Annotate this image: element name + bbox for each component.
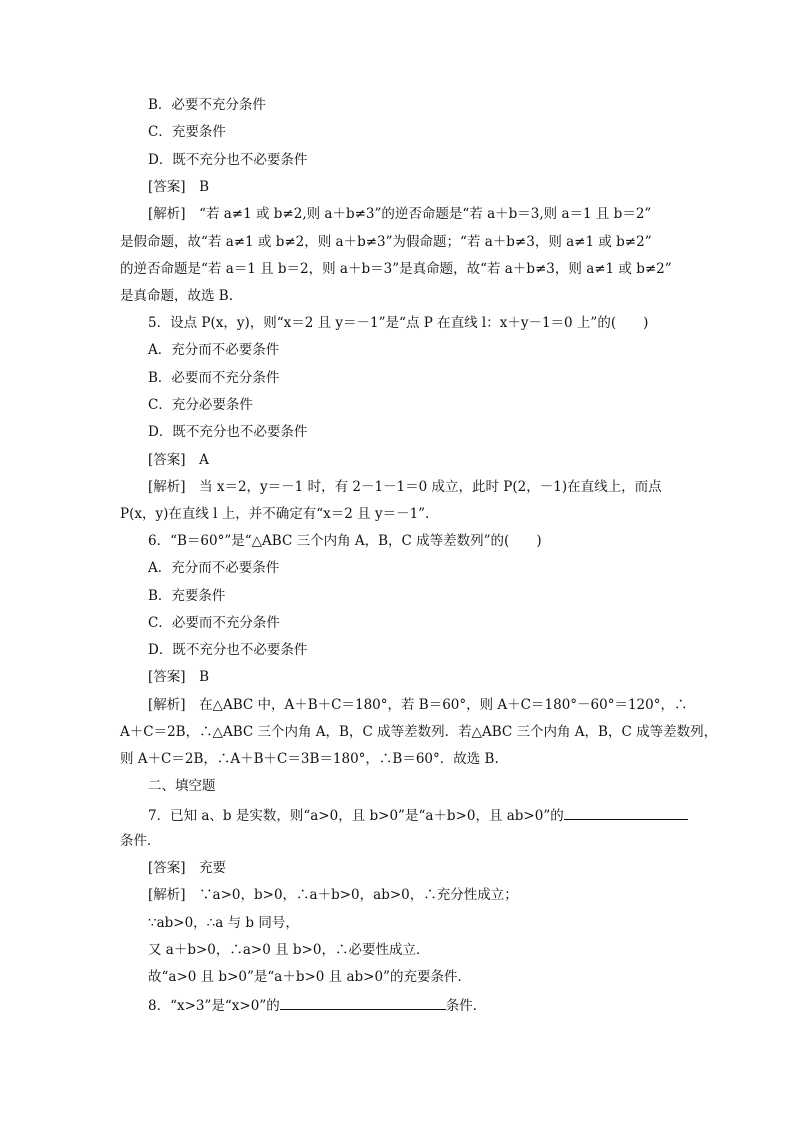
answer-line (148, 451, 708, 469)
question-7-cont: 条件． (120, 833, 161, 849)
option-line: C．充分必要条件 (148, 397, 253, 413)
analysis-line: 的逆否命题是“若 a＝1 且 b＝2，则 a＋b＝3”是真命题，故“若 a＋b≠3，则 a≠1 或 b≠2” (120, 261, 672, 277)
analysis-line: A＋C＝2B，∴△ABC 三个内角 A，B，C 成等差数列．若△ABC 三个内角 A，B，C 成等差数列， (120, 724, 718, 740)
option-line: A．充分而不必要条件 (148, 560, 280, 576)
answer-value: 充要 (199, 860, 227, 876)
analysis-label: [ 解析 ] (148, 478, 186, 496)
option-line: C．充要条件 (148, 124, 226, 140)
question-5: 5．设点 P(x，y)，则“x＝2 且 y＝－1”是“点 P 在直线 l：x＋y－1＝0 上”的( ) (148, 315, 649, 331)
analysis-line: [ 解析 ] 在△ABC 中，A＋B＋C＝180°，若 B＝60°，则 A＋C＝180°－60°＝120°，∴ (148, 696, 708, 714)
question-7: 7．已知 a、b 是实数，则“a>0，且 b>0”是“a＋b>0，且 ab>0”的 (148, 805, 708, 825)
analysis-line: P(x，y)在直线 l 上，并不确定有“x＝2 且 y＝－1”. (120, 506, 430, 522)
option-line: D．既不充分也不必要条件 (148, 152, 308, 168)
analysis-line: [ 解析 ] ∵a>0，b>0，∴a＋b>0，ab>0，∴充分性成立； (148, 886, 708, 904)
option-line: B．必要而不充分条件 (148, 370, 280, 386)
section-heading: 二、填空题 (148, 778, 216, 794)
option-line: B．必要不充分条件 (148, 97, 266, 113)
option-line: A．充分而不必要条件 (148, 342, 280, 358)
analysis-line: ∵ab>0，∴a 与 b 同号， (148, 915, 299, 931)
analysis-line: 则 A＋C＝2B，∴A＋B＋C＝3B＝180°，∴B＝60°．故选 B. (120, 751, 499, 767)
analysis-line: [ 解析 ] 当 x＝2，y＝－1 时，有 2－1－1＝0 成立，此时 P(2，－1)在直线上，而点 (148, 478, 708, 496)
answer-label: [ 答案 ] (148, 668, 186, 686)
option-line: C．必要而不充分条件 (148, 615, 280, 631)
option-line: D．既不充分也不必要条件 (148, 424, 308, 440)
answer-blank (280, 995, 446, 1010)
analysis-line: 是真命题，故选 B. (120, 288, 234, 304)
answer-label: [ 答案 ] (148, 178, 186, 196)
question-8: 8．“x>3”是“x>0”的 条件． (148, 995, 708, 1015)
option-line: B．充要条件 (148, 588, 226, 604)
answer-value: B (199, 669, 209, 685)
answer-value: A (199, 452, 209, 468)
answer-value: B (199, 179, 209, 195)
question-6: 6．“B＝60°”是“△ABC 三个内角 A，B，C 成等差数列”的( ) (148, 533, 542, 549)
analysis-line: [ 解析 ] “若 a≠1 或 b≠2,则 a＋b≠3”的逆否命题是“若 a＋b＝3,则 a＝1 且 b＝2” (148, 205, 708, 223)
answer-blank (564, 805, 688, 820)
answer-label: [ 答案 ] (148, 451, 186, 469)
analysis-line: 又 a＋b>0，∴a>0 且 b>0，∴必要性成立． (148, 942, 430, 958)
answer-line (148, 859, 708, 877)
answer-line (148, 668, 708, 686)
analysis-label: [ 解析 ] (148, 886, 186, 904)
answer-line (148, 178, 708, 196)
option-line: D．既不充分也不必要条件 (148, 642, 308, 658)
analysis-label: [ 解析 ] (148, 205, 186, 223)
analysis-line: 是假命题，故“若 a≠1 或 b≠2，则 a＋b≠3”为假命题；“若 a＋b≠3，则 a≠1 或 b≠2” (120, 234, 652, 250)
analysis-label: [ 解析 ] (148, 696, 186, 714)
answer-label: [ 答案 ] (148, 859, 186, 877)
analysis-line: 故“a>0 且 b>0”是“a＋b>0 且 ab>0”的充要条件． (148, 969, 471, 985)
